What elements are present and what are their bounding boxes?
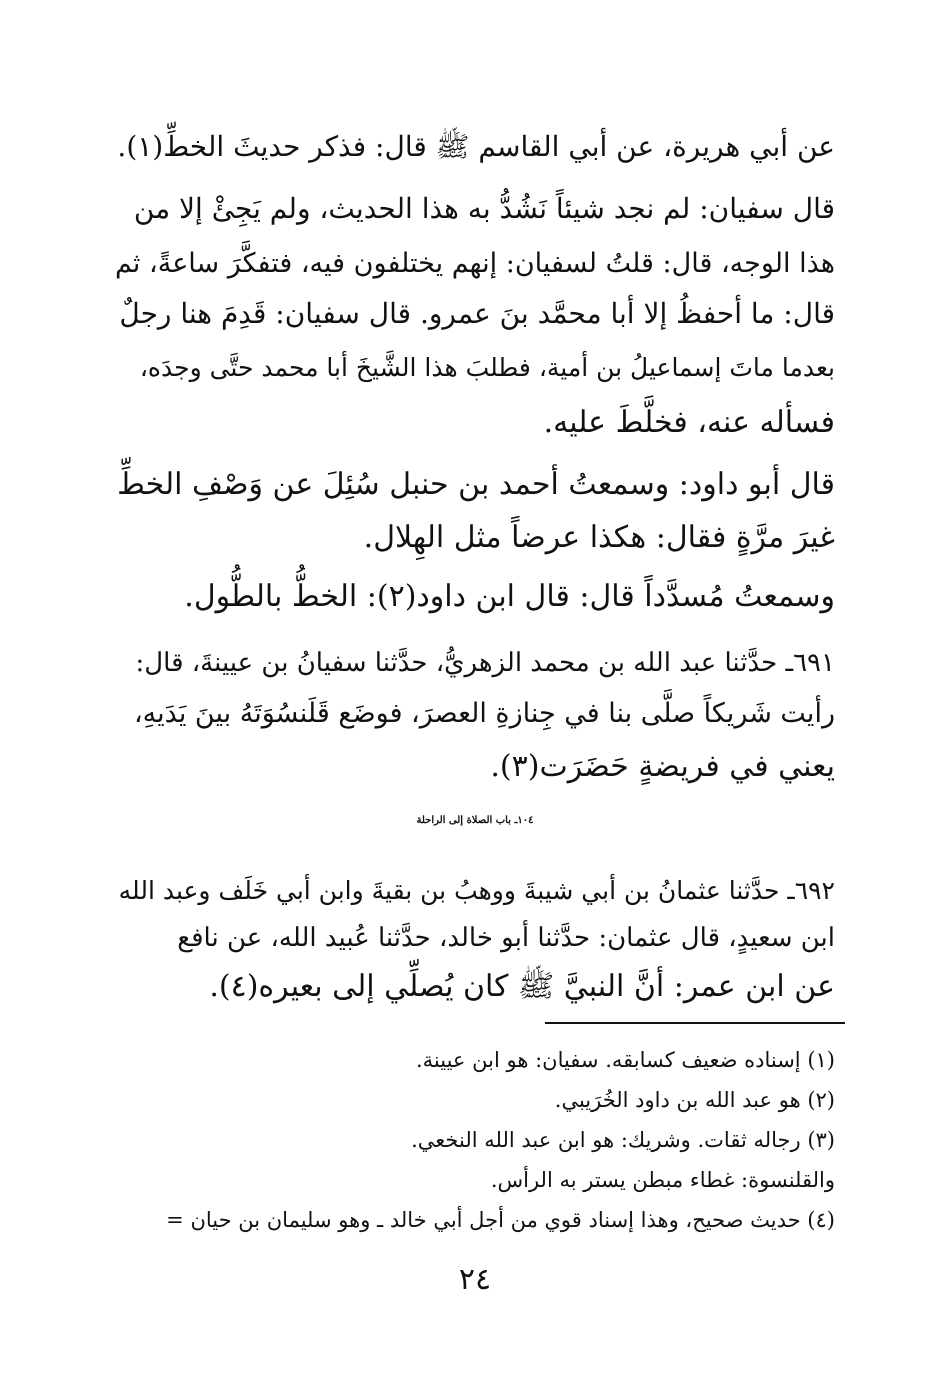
hadith-692-matn: عن ابن عمر: أنَّ النبيَّ ﷺ كان يُصلِّي إلى بعيره(٤). [209, 969, 835, 1004]
footnote-1: (١) إسناده ضعيف كسابقه. سفيان: هو ابن عيينة. [415, 1048, 835, 1072]
hadith-691-matn-line-2: يعني في فريضةٍ حَضَرَت(٣). [490, 749, 835, 784]
chapter-heading: ١٠٤ـ باب الصلاة إلى الراحلة [416, 815, 534, 826]
hadith-691-isnad: ٦٩١ـ حدَّثنا عبد الله بن محمد الزهريُّ، حدَّثنا سفيانُ بن عيينةَ، قال: [135, 648, 835, 678]
paragraph-2-line-3: قال: ما أحفظُ إلا أبا محمَّد بنَ عمرو. قال سفيان: قَدِمَ هنا رجلٌ [119, 297, 835, 330]
footnote-4: (٤) حديث صحيح، وهذا إسناد قوي من أجل أبي خالد ـ وهو سليمان بن حيان = [166, 1208, 835, 1232]
paragraph-1-line-1: عن أبي هريرة، عن أبي القاسم ﷺ قال: فذكر حديثَ الخطِّ(١). [117, 130, 835, 163]
footnote-3: (٣) رجاله ثقات. وشريك: هو ابن عبد الله النخعي. [411, 1128, 835, 1152]
hadith-692-isnad-line-1: ٦٩٢ـ حدَّثنا عثمانُ بن أبي شيبةَ ووهبُ بن بقيةَ وابن أبي خَلَف وعبد الله [118, 876, 835, 905]
paragraph-2-line-2: هذا الوجه، قال: قلتُ لسفيان: إنهم يختلفون فيه، فتفكَّرَ ساعةً، ثم [114, 248, 835, 279]
footnote-3-continuation: والقلنسوة: غطاء مبطن يستر به الرأس. [490, 1168, 835, 1192]
footnote-2: (٢) هو عبد الله بن داود الخُرَيبي. [554, 1088, 835, 1112]
paragraph-2-line-5: فسأله عنه، فخلَّطَ عليه. [543, 405, 835, 440]
hadith-692-isnad-line-2: ابن سعيدٍ، قال عثمان: حدَّثنا أبو خالد، حدَّثنا عُبيد الله، عن نافع [177, 923, 835, 953]
paragraph-2-line-4: بعدما ماتَ إسماعيلُ بن أمية، فطلبَ هذا الشَّيخَ أبا محمد حتَّى وجدَه، [139, 353, 835, 382]
footnote-separator [545, 1022, 845, 1024]
paragraph-3-line-2: غيرَ مرَّةٍ فقال: هكذا عرضاً مثل الهِلال. [363, 520, 835, 555]
hadith-691-matn-line-1: رأيت شَريكاً صلَّى بنا في جِنازةِ العصرَ، فوضَع قَلَنسُوَتَهُ بينَ يَدَيهِ، [133, 698, 835, 729]
paragraph-2-line-1: قال سفيان: لم نجد شيئاً نَشُدُّ به هذا الحديث، ولم يَجِئْ إلا من [133, 192, 835, 225]
paragraph-4-line-1: وسمعتُ مُسدَّداً قال: قال ابن داود(٢): الخطُّ بالطُّول. [184, 579, 835, 614]
paragraph-3-line-1: قال أبو داود: وسمعتُ أحمد بن حنبل سُئِلَ عن وَصْفِ الخطِّ [117, 467, 835, 502]
page-number: ٢٤ [458, 1262, 492, 1297]
